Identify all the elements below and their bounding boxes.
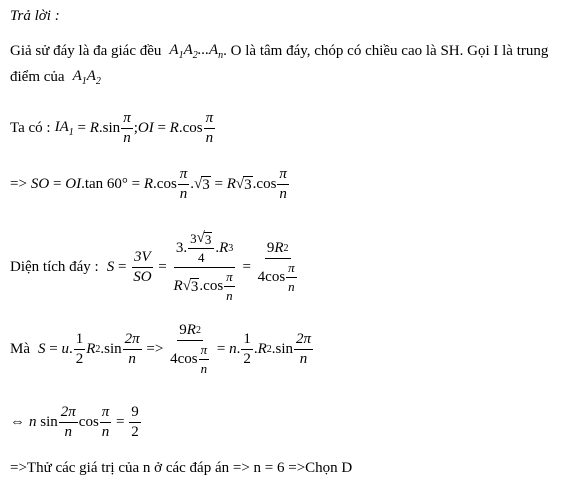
formula-ta-co: Ta có : $IA_1$ = R .sin $\frac{\pi}{n}$ ; OI = R .cos $\frac{\pi}{n}$ bbox=[10, 110, 214, 146]
intro-line-2 bbox=[10, 68, 101, 87]
answer-label: Trả lời : bbox=[10, 8, 60, 24]
polygon-name: $A_1A_2...A_n$ bbox=[169, 42, 224, 61]
formula-ma: Mà S = u . $\frac{1}{2}$ R 2 .sin $\frac{2\pi}{n}$ => 9 R 2 4cos $\frac{\pi}{n}$ = n . $\frac{1}{2}$ . R 2 .sin $\frac{2\pi}{n}$ bbox=[10, 322, 312, 376]
formula-area: Diện tích đáy : S = 3 V SO = 3. 3 √ 3 4 . R 3 R √ 3 .cos $\frac{\pi}{n}$ = 9 R 2 4cos $\frac{\pi}{n}$ bbox=[10, 230, 295, 303]
formula-equivalent: ⇔ n sin $\frac{2\pi}{n}$ cos $\frac{\pi}{n}$ = $\frac{9}{2}$ bbox=[10, 404, 139, 440]
intro-rest-2: điểm của bbox=[10, 69, 65, 85]
intro-text: Giả sử đáy là đa giác đều bbox=[10, 43, 162, 59]
segment-name: $A_1A_2$ bbox=[72, 68, 101, 87]
intro-line-1 bbox=[10, 42, 548, 61]
conclusion-line: =>Thử các giá trị của n ở các đáp án => n = 6 =>Chọn D bbox=[10, 460, 353, 476]
formula-so: => SO = OI .tan 60° = R .cos $\frac{\pi}{n}$ . √ 3 = R √ 3 .cos $\frac{\pi}{n}$ bbox=[10, 166, 287, 202]
ma-prefix: Mà bbox=[10, 341, 30, 357]
area-prefix: Diện tích đáy : bbox=[10, 258, 99, 275]
so-prefix: => bbox=[10, 176, 27, 192]
intro-rest: . O là tâm đáy, chóp có chiều cao là SH. Gọi I là trung bbox=[223, 43, 549, 59]
ta-co-label: Ta có : bbox=[10, 120, 51, 136]
